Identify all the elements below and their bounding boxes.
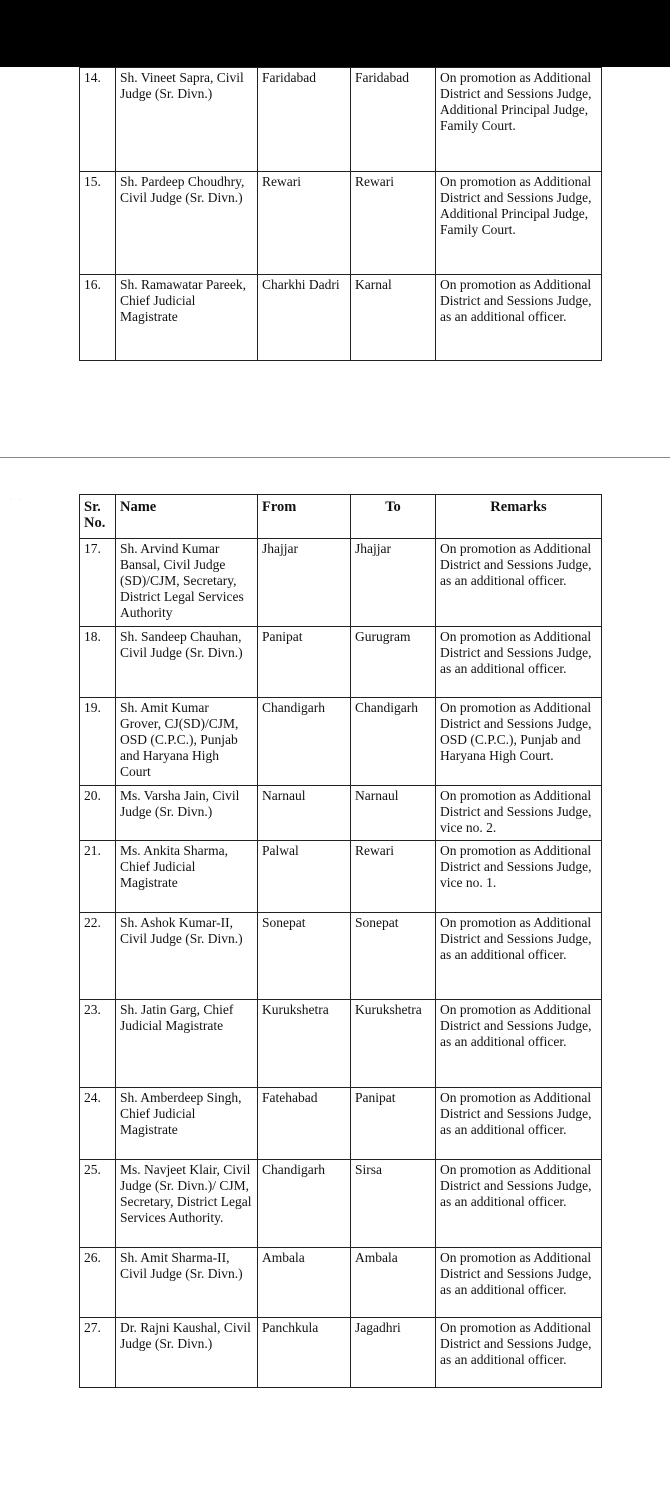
remarks: On promotion as Additional District and Sessions Judge, Additional Principal Judge, Family Court.	[436, 68, 602, 172]
officer-name: Ms. Varsha Jain, Civil Judge (Sr. Divn.)	[116, 786, 258, 841]
from-station: Jhajjar	[258, 539, 351, 627]
table-row	[80, 68, 602, 172]
serial-number: 16.	[80, 275, 116, 361]
to-station: Narnaul	[351, 786, 436, 841]
serial-number: 21.	[80, 841, 116, 913]
table-row	[80, 1160, 602, 1248]
from-station: Fatehabad	[258, 1088, 351, 1160]
officer-name: Dr. Rajni Kaushal, Civil Judge (Sr. Divn.)	[116, 1318, 258, 1388]
remarks: On promotion as Additional District and Sessions Judge, as an additional officer.	[436, 275, 602, 361]
scan-speck: · ·	[10, 497, 25, 503]
header-remarks: Remarks	[436, 495, 602, 539]
from-station: Panchkula	[258, 1318, 351, 1388]
to-station: Jagadhri	[351, 1318, 436, 1388]
to-station: Jhajjar	[351, 539, 436, 627]
table-row	[80, 627, 602, 698]
header-sr-no: Sr. No.	[80, 495, 116, 539]
serial-number: 18.	[80, 627, 116, 698]
remarks: On promotion as Additional District and Sessions Judge, as an additional officer.	[436, 1160, 602, 1248]
to-station: Rewari	[351, 841, 436, 913]
from-station: Faridabad	[258, 68, 351, 172]
officer-name: Sh. Amit Kumar Grover, CJ(SD)/CJM, OSD (C.P.C.), Punjab and Haryana High Court	[116, 698, 258, 786]
table-row	[80, 1000, 602, 1088]
from-station: Sonepat	[258, 913, 351, 1000]
from-station: Narnaul	[258, 786, 351, 841]
table-row	[80, 1088, 602, 1160]
to-station: Sirsa	[351, 1160, 436, 1248]
remarks: On promotion as Additional District and Sessions Judge, as an additional officer.	[436, 627, 602, 698]
serial-number: 24.	[80, 1088, 116, 1160]
from-station: Palwal	[258, 841, 351, 913]
to-station: Faridabad	[351, 68, 436, 172]
remarks: On promotion as Additional District and Sessions Judge, vice no. 1.	[436, 841, 602, 913]
to-station: Ambala	[351, 1248, 436, 1318]
to-station: Panipat	[351, 1088, 436, 1160]
transfer-table-continued	[79, 67, 602, 361]
officer-name: Sh. Amberdeep Singh, Chief Judicial Magistrate	[116, 1088, 258, 1160]
table-row	[80, 786, 602, 841]
serial-number: 25.	[80, 1160, 116, 1248]
table-row	[80, 1318, 602, 1388]
header-from: From	[258, 495, 351, 539]
serial-number: 19.	[80, 698, 116, 786]
scan-top-bar	[0, 0, 670, 67]
table-row	[80, 841, 602, 913]
table-header-row	[80, 495, 602, 539]
officer-name: Sh. Jatin Garg, Chief Judicial Magistrate	[116, 1000, 258, 1088]
officer-name: Sh. Amit Sharma-II, Civil Judge (Sr. Divn.)	[116, 1248, 258, 1318]
serial-number: 26.	[80, 1248, 116, 1318]
remarks: On promotion as Additional District and Sessions Judge, as an additional officer.	[436, 539, 602, 627]
serial-number: 20.	[80, 786, 116, 841]
table-row	[80, 698, 602, 786]
header-name: Name	[116, 495, 258, 539]
serial-number: 17.	[80, 539, 116, 627]
remarks: On promotion as Additional District and Sessions Judge, as an additional officer.	[436, 1248, 602, 1318]
to-station: Gurugram	[351, 627, 436, 698]
page-break-divider	[0, 457, 670, 458]
from-station: Rewari	[258, 172, 351, 275]
table-row	[80, 172, 602, 275]
officer-name: Sh. Vineet Sapra, Civil Judge (Sr. Divn.)	[116, 68, 258, 172]
from-station: Kurukshetra	[258, 1000, 351, 1088]
to-station: Rewari	[351, 172, 436, 275]
officer-name: Sh. Sandeep Chauhan, Civil Judge (Sr. Divn.)	[116, 627, 258, 698]
serial-number: 14.	[80, 68, 116, 172]
table-row	[80, 539, 602, 627]
from-station: Chandigarh	[258, 1160, 351, 1248]
remarks: On promotion as Additional District and Sessions Judge, Additional Principal Judge, Family Court.	[436, 172, 602, 275]
officer-name: Sh. Ashok Kumar-II, Civil Judge (Sr. Divn.)	[116, 913, 258, 1000]
remarks: On promotion as Additional District and Sessions Judge, as an additional officer.	[436, 1318, 602, 1388]
from-station: Chandigarh	[258, 698, 351, 786]
remarks: On promotion as Additional District and Sessions Judge, as an additional officer.	[436, 1088, 602, 1160]
table-row	[80, 1248, 602, 1318]
officer-name: Sh. Arvind Kumar Bansal, Civil Judge (SD)/CJM, Secretary, District Legal Services Authority	[116, 539, 258, 627]
serial-number: 27.	[80, 1318, 116, 1388]
from-station: Charkhi Dadri	[258, 275, 351, 361]
officer-name: Ms. Navjeet Klair, Civil Judge (Sr. Divn.)/ CJM, Secretary, District Legal Services Authority.	[116, 1160, 258, 1248]
to-station: Karnal	[351, 275, 436, 361]
remarks: On promotion as Additional District and Sessions Judge, as an additional officer.	[436, 913, 602, 1000]
officer-name: Sh. Ramawatar Pareek, Chief Judicial Magistrate	[116, 275, 258, 361]
to-station: Sonepat	[351, 913, 436, 1000]
from-station: Panipat	[258, 627, 351, 698]
remarks: On promotion as Additional District and Sessions Judge, vice no. 2.	[436, 786, 602, 841]
officer-name: Sh. Pardeep Choudhry, Civil Judge (Sr. Divn.)	[116, 172, 258, 275]
remarks: On promotion as Additional District and Sessions Judge, OSD (C.P.C.), Punjab and Haryana High Court.	[436, 698, 602, 786]
transfer-table	[79, 494, 602, 1388]
serial-number: 23.	[80, 1000, 116, 1088]
remarks: On promotion as Additional District and Sessions Judge, as an additional officer.	[436, 1000, 602, 1088]
header-to: To	[351, 495, 436, 539]
to-station: Kurukshetra	[351, 1000, 436, 1088]
officer-name: Ms. Ankita Sharma, Chief Judicial Magistrate	[116, 841, 258, 913]
to-station: Chandigarh	[351, 698, 436, 786]
from-station: Ambala	[258, 1248, 351, 1318]
serial-number: 15.	[80, 172, 116, 275]
table-row	[80, 275, 602, 361]
serial-number: 22.	[80, 913, 116, 1000]
table-row	[80, 913, 602, 1000]
